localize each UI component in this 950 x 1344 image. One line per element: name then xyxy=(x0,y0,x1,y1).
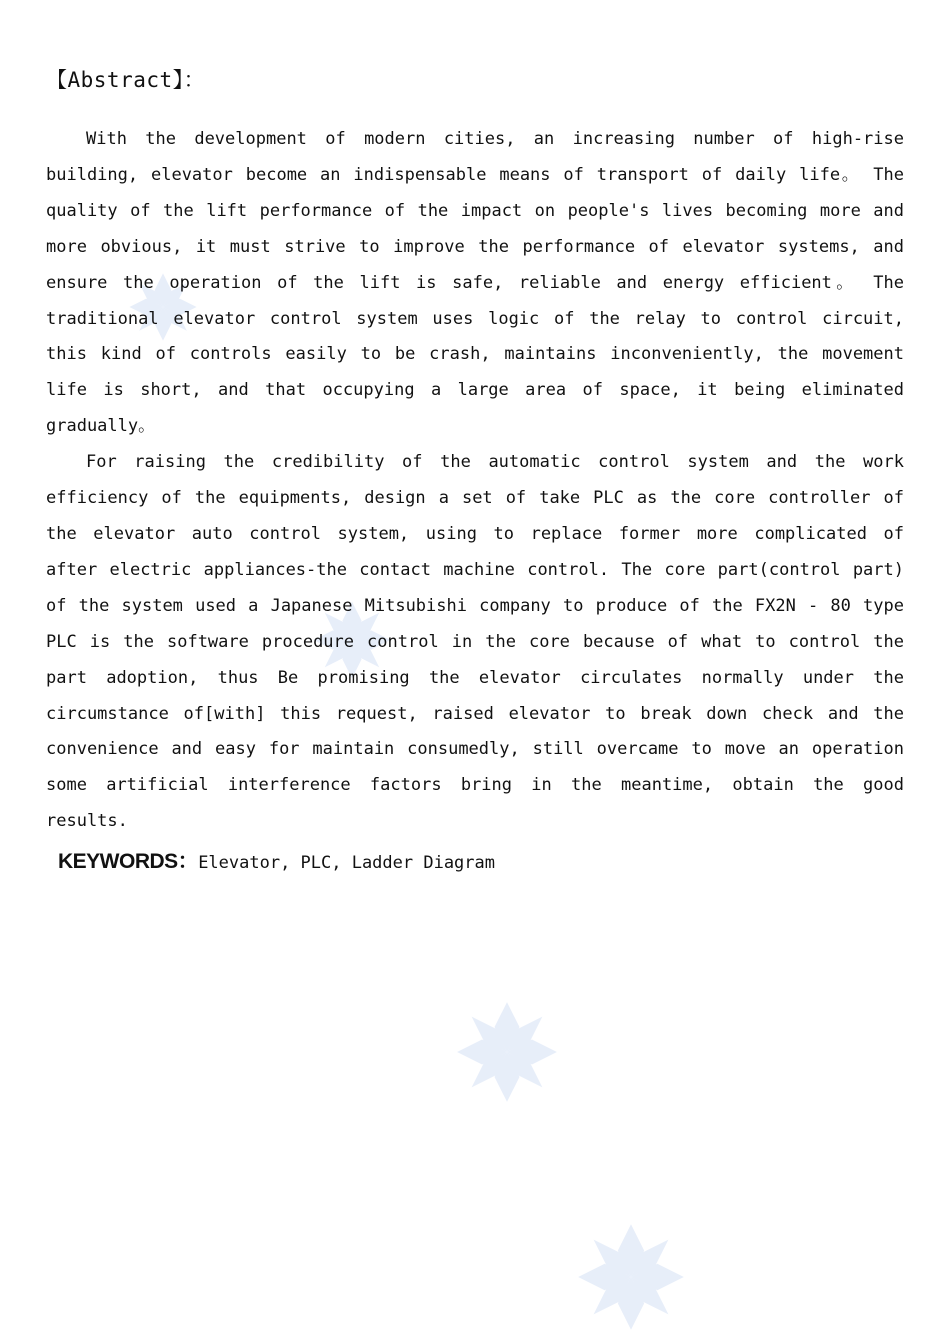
abstract-body xyxy=(46,122,904,840)
abstract-paragraph-1: With the development of modern cities, an increasing number of high-rise building, elevator become an indispensable means of transport of daily life。 The quality of the lift performance of the impact on people's lives becoming more and more obvious, it must strive to improve the performance of elevator systems, and ensure the operation of the lift is safe, reliable and energy efficient。 The traditional elevator control system uses logic of the relay to control circuit, this kind of controls easily to be crash, maintains inconveniently, the movement life is short, and that occupying a large area of space, it being eliminated gradually。 xyxy=(46,129,904,437)
keywords-label: KEYWORDS： xyxy=(58,850,199,873)
keywords-value: Elevator, PLC, Ladder Diagram xyxy=(198,853,495,873)
abstract-heading: 【Abstract】： xyxy=(46,68,206,92)
watermark-icon xyxy=(576,1222,686,1332)
watermark-icon xyxy=(455,1000,559,1104)
keywords-line xyxy=(58,845,495,875)
abstract-paragraph-2: For raising the credibility of the automatic control system and the work efficiency of the equipments, design a set of take PLC as the core controller of the elevator auto control system, using to replace former more complicated of after electric appliances-the contact machine control. The core part(control part) of the system used a Japanese Mitsubishi company to produce of the FX2N - 80 type PLC is the software procedure control in the core because of what to control the part adoption, thus Be promising the elevator circulates normally under the circumstance of[with] this request, raised elevator to break down check and the convenience and easy for maintain consumedly, still overcame to move an operation some artificial interference factors bring in the meantime, obtain the good results. xyxy=(46,452,904,832)
